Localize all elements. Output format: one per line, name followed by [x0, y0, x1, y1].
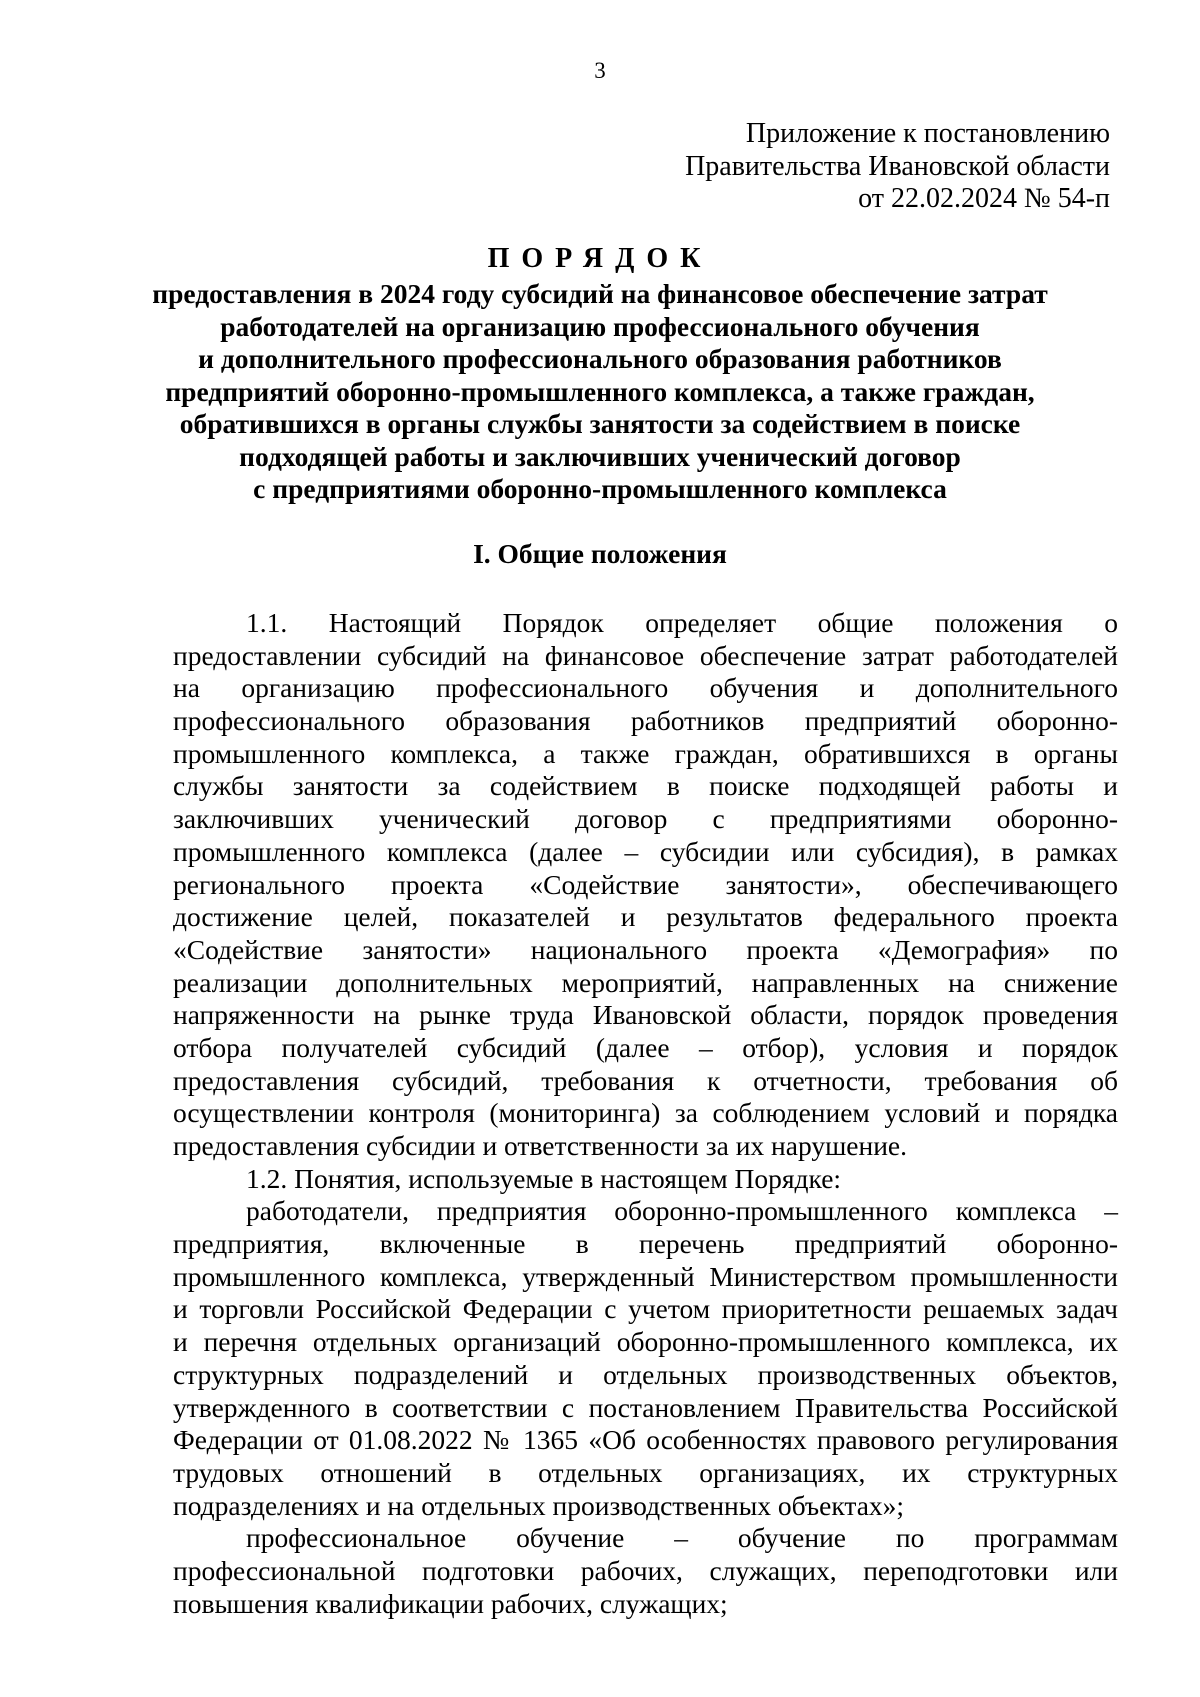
document-subtitle	[0, 278, 1200, 506]
document-title: ПОРЯДОК	[487, 243, 713, 274]
body-line: и торговли Российской Федерации с учетом приоритетности решаемых задач	[173, 1293, 1118, 1325]
body-line: трудовых отношений в отдельных организациях, их структурных	[173, 1456, 1118, 1488]
body-line: подразделениях и на отдельных производственных объектах»;	[173, 1489, 905, 1521]
body-line: предоставления субсидии и ответственности за их нарушение.	[173, 1130, 908, 1161]
body-line: предприятия, включенные в перечень предприятий оборонно-	[173, 1228, 1118, 1260]
body-line: на организацию профессионального обучения и дополнительного	[173, 672, 1118, 704]
body-line: Федерации от 01.08.2022 № 1365 «Об особенностях правового регулирования	[173, 1424, 1118, 1456]
body-line: профессионального образования работников предприятий оборонно-	[173, 705, 1118, 737]
body-line: утвержденного в соответствии с постановлением Правительства Российской	[173, 1391, 1118, 1423]
body-line: напряженности на рынке труда Ивановской области, порядок проведения	[173, 999, 1118, 1031]
body-line: реализации дополнительных мероприятий, направленных на снижение	[173, 966, 1118, 998]
body-line: осуществлении контроля (мониторинга) за соблюдением условий и порядка	[173, 1097, 1118, 1129]
body-line: промышленного комплекса (далее – субсидии или субсидия), в рамках	[173, 835, 1118, 867]
body-line: повышения квалификации рабочих, служащих;	[173, 1587, 728, 1619]
subtitle-line: с предприятиями оборонно-промышленного комплекса	[253, 473, 947, 504]
body-line: промышленного комплекса, а также граждан, обратившихся в органы	[173, 737, 1118, 769]
body-line: профессиональной подготовки рабочих, служащих, переподготовки или	[173, 1554, 1118, 1586]
body-line: 1.2. Понятия, используемые в настоящем Порядке:	[246, 1162, 842, 1194]
body-line: профессиональное обучение – обучение по программам	[246, 1522, 1118, 1554]
body-line: отбора получателей субсидий (далее – отбор), условия и порядок	[173, 1031, 1118, 1063]
subtitle-line: работодателей на организацию профессионального обучения	[220, 310, 980, 342]
subtitle-line: обратившихся в органы службы занятости за содействием в поиске	[179, 408, 1021, 439]
subtitle-line: предоставления в 2024 году субсидий на финансовое обеспечение затрат	[152, 278, 1048, 309]
body-line: предоставлении субсидий на финансовое обеспечение затрат работодателей	[173, 639, 1118, 671]
subtitle-line: и дополнительного профессионального образования работников	[198, 343, 1002, 374]
body-line: работодатели, предприятия оборонно-промышленного комплекса –	[246, 1195, 1118, 1227]
body-line: регионального проекта «Содействие занятости», обеспечивающего	[173, 868, 1118, 900]
subtitle-line: подходящей работы и заключивших ученический договор	[239, 440, 961, 472]
body-text	[173, 607, 1118, 1620]
appendix-line: Приложение к постановлению	[745, 118, 1110, 149]
subtitle-line: предприятий оборонно-промышленного комплекса, а также граждан,	[165, 375, 1035, 407]
body-line: структурных подразделений и отдельных производственных объектов,	[173, 1358, 1118, 1390]
body-line: заключивших ученический договор с предприятиями оборонно-	[173, 803, 1118, 835]
appendix-line: Правительства Ивановской области	[685, 150, 1110, 182]
appendix-line: от 22.02.2024 № 54-п	[858, 183, 1110, 214]
body-line: промышленного комплекса, утвержденный Министерством промышленности	[173, 1260, 1118, 1292]
body-line: 1.1. Настоящий Порядок определяет общие положения о	[246, 607, 1118, 638]
body-line: и перечня отдельных организаций оборонно-промышленного комплекса, их	[173, 1326, 1118, 1358]
section-heading: I. Общие положения	[473, 538, 727, 569]
appendix-reference	[685, 118, 1110, 216]
body-line: «Содействие занятости» национального проекта «Демография» по	[173, 933, 1118, 965]
body-line: предоставления субсидий, требования к отчетности, требования об	[173, 1064, 1118, 1096]
page-number: 3	[594, 58, 606, 83]
body-line: достижение целей, показателей и результатов федерального проекта	[173, 901, 1118, 933]
body-line: службы занятости за содействием в поиске подходящей работы и	[173, 770, 1118, 802]
